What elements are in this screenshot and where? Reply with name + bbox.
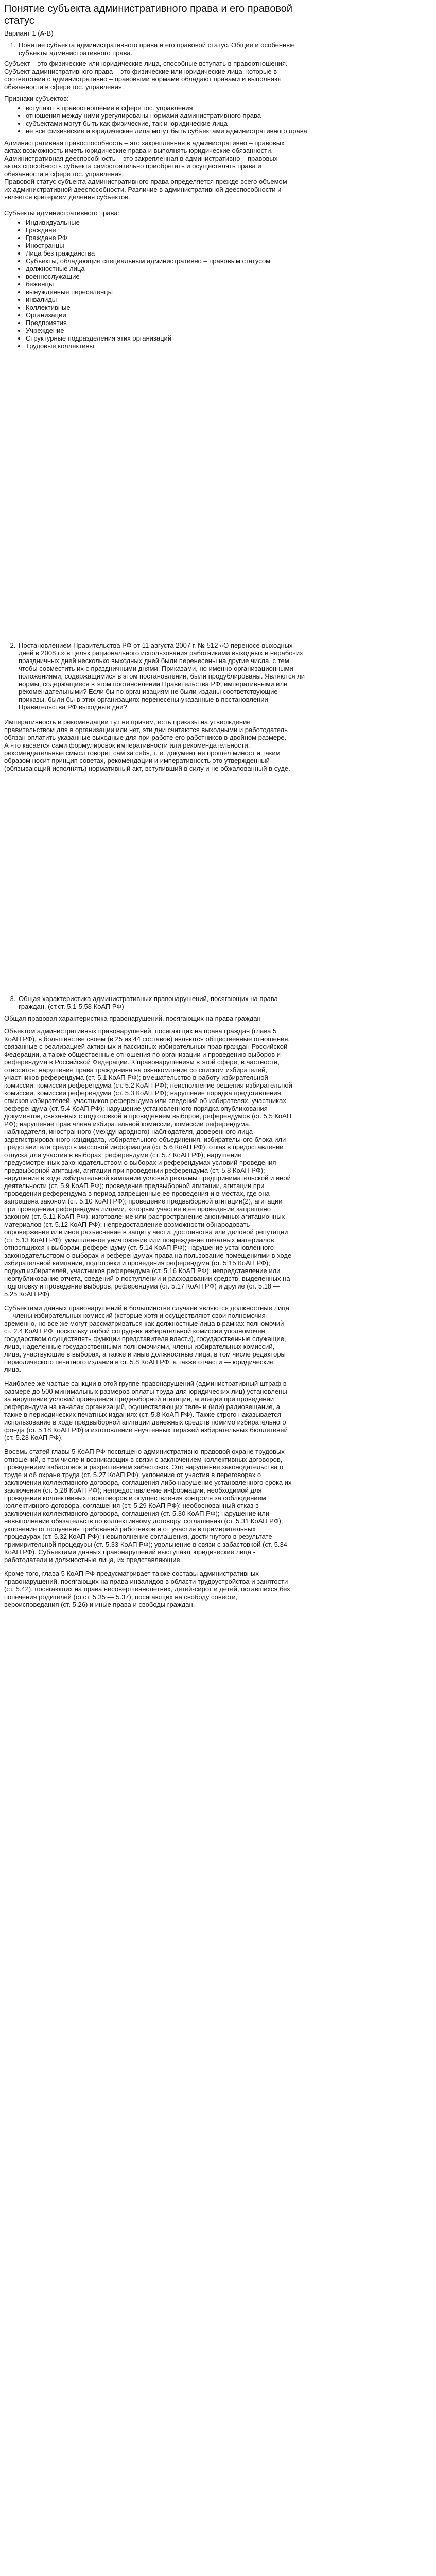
paragraph-subject-definition: Субъект – это физические или юридические лица, способные вступать в правоотношения. (4, 60, 288, 67)
subjects-list (4, 218, 314, 350)
subjects-item: • инвалиды (26, 296, 314, 303)
subjects-item: • Субъекты, обладающие специальным административно – правовым статусом (26, 257, 314, 265)
signs-list (4, 104, 314, 135)
question-2: 2. Постановлением Правительства РФ от 11 августа 2007 г. № 512 «О переносе выходных дней в 2008 г.» в целях рационального использования работниками выходных и нерабочих праздничных дней несколько выходных дней были перенесены на другие числа, с тем чтобы совместить их с праздничными днями. Приказами, но именно организационными положениями, содержащимися в этом постановлении, были продублированы. Являются ли нормы, содержащиеся в этом постановлении Правительства РФ, императивными или рекомендательными? Если бы по организациям не были изданы соответствующие приказы, были бы в этих организациях перенесены указанные в постановлении Правительства РФ выходные дни? (18, 641, 306, 711)
signs-heading: Признаки субъектов: (4, 95, 69, 103)
paragraph-legal-status: Правовой статус субъекта административного права определяется прежде всего объемом их административной дееспособности. Различие в административной дееспособности и является критерием деления субъектов. (4, 178, 287, 201)
subjects-item: • Граждане РФ (26, 234, 314, 242)
signs-item: • отношения между ними урегулированы нормами административного права (26, 112, 314, 120)
paragraph-legal-capacity: Административная правоспособность – это закрепленная в административно – правовых актах возможность иметь юридические права и выполнять юридические обязанности. (4, 139, 285, 155)
blank-space (4, 772, 432, 995)
question-list-3 (4, 995, 306, 1010)
paragraph-labor-relations: Восемь статей главы 5 КоАП РФ посвящено административно-правовой охране трудовых отношений, в том числе и возникающих в связи с заключением коллективных договоров, проведением забастовок и разрешением забастовок. Это нарушение законодательства о труде и об охране труда (ст. 5.27 КоАП РФ); уклонение от участия в переговорах о заключении коллективного договора, соглашения либо нарушение установленного срока их заключения (ст. 5.28 КоАП РФ); непредоставление информации, необходимой для проведения коллективных переговоров и осуществления контроля за соблюдением коллективного договора, соглашения (ст. 5.29 КоАП РФ); необоснованный отказ в заключении коллективного договора, соглашения (ст. 5.30 КоАП РФ); нарушение или невыполнение обязательств по коллективному договору, соглашению (ст. 5.31 КоАП РФ); уклонение от получения требований работников и от участия в примирительных процедурах (ст. 5.32 КоАП РФ); невыполнение соглашения, достигнутого в результате примирительной процедуры (ст. 5.33 КоАП РФ); увольнение в связи с забастовкой (ст. 5.34 КоАП РФ). Субъектами данных правонарушений выступают юридические лица - работодатели и должностные лица, их представляющие. (4, 1448, 292, 1564)
subjects-heading: Субъекты административного права: (4, 209, 120, 217)
subjects-item: • Организации (26, 311, 314, 319)
question-3: 3. Общая характеристика административных правонарушений, посягающих на права граждан. (ст.ст. 5.1-5.58 КоАП РФ) (18, 995, 306, 1010)
paragraph-answer-2: Императивность и рекомендации тут не причем, есть приказы на утверждение правительством для в организации или нет, эти дни считаются выходными и работодатель обязан оплатить указанные выходные для при работе его работников в двойном размере. А что касается сами формулировок императивности или рекомендательности, рекомендательные смысл говорит сам за себя, т. е. документ не прошел миност и таким образом носит принцип советах, рекомендации и императивность это утвержденный (обязывающий исполнять) нормативный акт, вступивший в силу и не обжалованный в суде. (4, 718, 290, 772)
subjects-item: • вынужденные переселенцы (26, 288, 314, 296)
subjects-item: • военнослужащие (26, 273, 314, 280)
subjects-item: • Структурные подразделения этих организаций (26, 334, 314, 342)
paragraph-admin-subject-definition: Субъект административного права – это физические или юридические лица, которые в соответствии с административно – правовыми нормами обладают правами и выполняют обязанности в сфере гос. управления. (4, 67, 283, 91)
subjects-item: • Индивидуальные (26, 218, 314, 226)
question-list-2 (4, 641, 306, 711)
signs-item: • не все физические и юридические лица могут быть субъектами административного права (26, 127, 314, 135)
question-1: 1. Понятие субъекта административного права и его правовой статус. Общие и особенные субъекты административного права. (18, 41, 306, 57)
paragraph-object: Объектом административных правонарушений, посягающих на права граждан (глава 5 КоАП РФ), в большинстве своем (в 25 из 44 составов) являются общественные отношения, связанные с реализацией активных и пассивных избирательных прав граждан Российской Федерации, а также общественные отношения по организации и проведению выборов и референдума в Российской Федерации. К правонарушениям в этой сфере, в частности, относятся: нарушение права гражданина на ознакомление со списком избирателей, участников референдума (ст. 5.1 КоАП РФ); вмешательство в работу избирательной комиссии, комиссии референдума (ст. 5.2 КоАП РФ); неисполнение решения избирательной комиссии, комиссии референдума (ст. 5.3 КоАП РФ); нарушение порядка представления списков избирателей, участников референдума или сведений об избирателях, участниках референдума (ст. 5.4 КоАП РФ); нарушение установленного порядка опубликования документов, связанных с подготовкой и проведением выборов, референдумов (ст. 5.5 КоАП РФ); нарушение прав члена избирательной комиссии, комиссии референдума, наблюдателя, иностранного (международного) наблюдателя, доверенного лица зарегистрированного кандидата, избирательного объединения, избирательного блока или представителя средств массовой информации (ст. 5.6 КоАП РФ); отказ в предоставлении отпуска для участия в выборах, референдуме (ст. 5.7 КоАП РФ); нарушение предусмотренных законодательством о выборах и референдумах условий проведения предвыборной агитации, агитации при проведении референдума (ст. 5.8 КоАП РФ); нарушение в ходе избирательной кампании условий рекламы предпринимательской и иной деятельности (ст. 5.9 КоАП РФ); проведение предвыборной агитации, агитации при проведении референдума в период запрещенные ее проведения и в местах, где она запрещена законом (ст. 5.10 КоАП РФ); проведение предвыборной агитации(2), агитации при проведении референдума лицами, которым участие в ее проведении запрещено законом (ст. 5.11 КоАП РФ); изготовление или распространение анонимных агитационных материалов (ст. 5.12 КоАП РФ); непредоставление возможности обнародовать опровержение или иное разъяснение в защиту чести, достоинства или деловой репутации (ст. 5.13 КоАП РФ); умышленное уничтожение или повреждение печатных материалов, относящихся к выборам, референдуму (ст. 5.14 КоАП РФ); нарушение установленного законодательством о выборах и референдумах права на пользование помещениями в ходе избирательной кампании, подготовки и проведения референдума (ст. 5.15 КоАП РФ); подкуп избирателей, участников референдума (ст. 5.16 КоАП РФ); непредставление или неопубликование отчета, сведений о поступлении и расходовании средств, выделенных на подготовку и проведение выборов, референдума (ст. 5.17 КоАП РФ) и другие (ст. 5.18 — 5.25 КоАП РФ). (4, 1027, 292, 1298)
document-title: Понятие субъекта административного права и его правовой статус (4, 3, 293, 26)
question-list-1 (4, 41, 306, 57)
paragraph-legal-competence: Административная дееспособность – это закрепленная в административно – правовых актах способность субъекта самостоятельно приобретать и осуществлять права и обязанности в сфере гос. управления. (4, 155, 278, 178)
subjects-item: • Граждане (26, 226, 314, 234)
paragraph-other-rights: Кроме того, глава 5 КоАП РФ предусматривает также составы административных правонарушений, посягающих на права инвалидов в области трудоустройства и занятости (ст. 5.42), посягающих на права несовершеннолетних, детей-сирот и детей, оставшихся без попечения родителей (ст.ст. 5.35 — 5.37), посягающих на свободу совести, вероисповедания (ст. 5.26) и иные права и свободы граждан. (4, 1570, 290, 1608)
paragraph-general-characteristic: Общая правовая характеристика правонарушений, посягающих на права граждан (4, 1014, 261, 1022)
signs-item: • вступают в правоотношения в сфере гос. управления (26, 104, 314, 112)
subjects-item: • должностные лица (26, 265, 314, 273)
signs-item: • субъектами могут быть как физические, так и юридические лица (26, 120, 314, 127)
subjects-item: • Учреждение (26, 327, 314, 334)
paragraph-sanctions: Наиболее же частые санкции в этой группе правонарушений (административный штраф в размере до 500 минимальных размеров оплаты труда для юридических лиц) установлены за нарушение условий проведения предвыборной агитации, агитации при проведении референдума на каналах организаций, осуществляющих теле- и (или) радиовещание, а также в периодических печатных изданиях (ст. 5.8 КоАП РФ). Также строго наказывается использование в ходе предвыборной агитации денежных средств помимо избирательного фонда (ст. 5.18 КоАП РФ) и изготовление неучтенных тиражей избирательных бюллетеней (ст. 5.23 КоАП РФ). (4, 1380, 288, 1442)
blank-space (4, 350, 432, 641)
subjects-item: • Трудовые коллективы (26, 342, 314, 350)
subjects-item: • Предприятия (26, 319, 314, 327)
subjects-item: • Лица без гражданства (26, 249, 314, 257)
paragraph-subjects: Субъектами данных правонарушений в большинстве случаев являются должностные лица — члены избирательных комиссий (которые хотя и осуществляют свои полномочия временно, но все же могут рассматриваться как должностные лица в рамках полномочий ст. 2.4 КоАП РФ, поскольку любой сотрудник избирательной комиссии уполномочен государством осуществлять функции представителя власти), государственные служащие, лица, наделенные государственными полномочиями, члены избирательных комиссий, лица, участвующие в выборах, а также и иные должностные лица, в том числе редакторы периодического печатного издания в ст. 5.8 КоАП РФ, а также отчасти — юридические лица. (4, 1304, 289, 1374)
subjects-item: • Коллективные (26, 303, 314, 311)
variant-label: Вариант 1 (А-В) (4, 29, 54, 37)
subjects-item: • беженцы (26, 280, 314, 288)
subjects-item: • Иностранцы (26, 242, 314, 249)
